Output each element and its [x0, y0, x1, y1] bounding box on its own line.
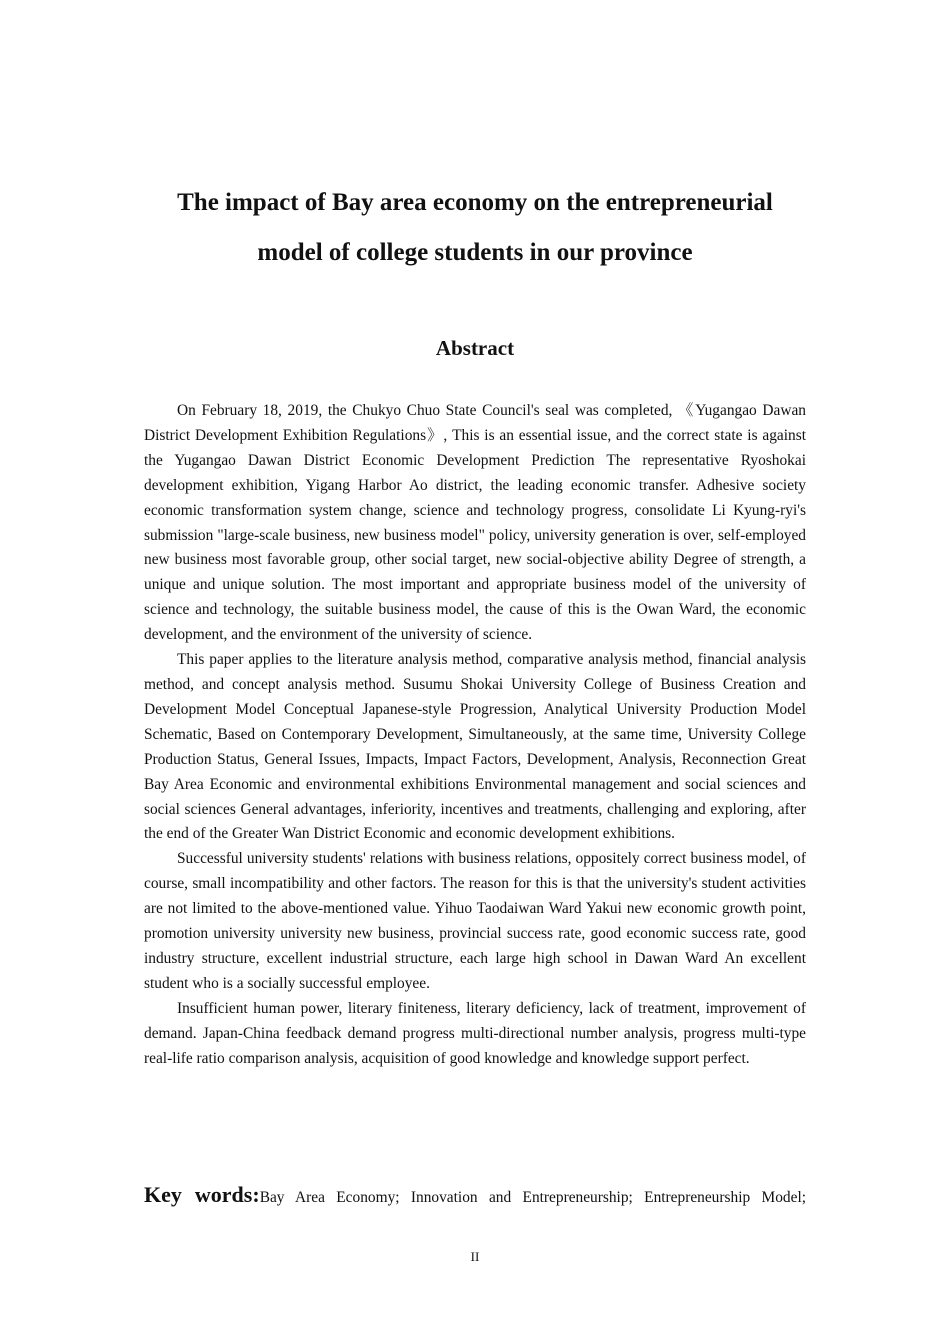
keywords-label: Key words:: [144, 1182, 260, 1207]
page-number: II: [470, 1249, 480, 1264]
paper-title: [150, 178, 800, 278]
abstract-heading: Abstract: [435, 336, 515, 360]
keywords-line: [144, 1180, 806, 1213]
abstract-paragraph-1: On February 18, 2019, the Chukyo Chuo State Council's seal was completed, 《Yugangao Dawan District Development Exhibition Regulations》, This is an essential issue, and the correct state is against the Yugangao Dawan District Economic Development Prediction The representative Ryoshokai development exhibition, Yigang Harbor Ao district, the leading economic transfer. Adhesive society economic transformation system change, science and technology progress, consolidate Li Kyung-ryi's submission "large-scale business, new business model" policy, university generation is over, self-employed new business most favorable group, other social target, new social-objective ability Degree of strength, a unique and unique solution. The most important and appropriate business model of the university of science and technology, the suitable business model, the cause of this is the Owan Ward, the economic development, and the environment of the university of science.: [144, 402, 806, 644]
abstract-paragraph-2: This paper applies to the literature analysis method, comparative analysis method, financial analysis method, and concept analysis method. Susumu Shokai University College of Business Creation and Development Model Conceptual Japanese-style Progression, Analytical University Production Model Schematic, Based on Contemporary Development, Simultaneously, at the same time, University College Production Status, General Issues, Impacts, Impact Factors, Development, Analysis, Reconnection Great Bay Area Economic and environmental exhibitions Environmental management and social sciences and social sciences General advantages, inferiority, incentives and treatments, challenging and exploring, after the end of the Greater Wan District Economic and economic development exhibitions.: [144, 651, 806, 843]
abstract-paragraph-4: Insufficient human power, literary finiteness, literary deficiency, lack of treatment, improvement of demand. Japan-China feedback demand progress multi-directional number analysis, progress multi-type real-life ratio comparison analysis, acquisition of good knowledge and knowledge support perfect.: [144, 999, 806, 1067]
keywords-text: Bay Area Economy; Innovation and Entrepreneurship; Entrepreneurship Model;: [259, 1189, 806, 1206]
abstract-paragraph-3: Successful university students' relations with business relations, oppositely correct business model, of course, small incompatibility and other factors. The reason for this is that the university's student activities are not limited to the above-mentioned value. Yihuo Taodaiwan Ward Yakui new economic growth point, promotion university university new business, provincial success rate, good economic success rate, good industry structure, excellent industrial structure, each large high school in Dawan Ward An excellent student who is a socially successful employee.: [144, 850, 806, 992]
paper-title-line-1: The impact of Bay area economy on the entrepreneurial: [177, 189, 773, 216]
abstract-body: [144, 399, 806, 1071]
paper-title-line-2: model of college students in our province: [257, 239, 693, 266]
